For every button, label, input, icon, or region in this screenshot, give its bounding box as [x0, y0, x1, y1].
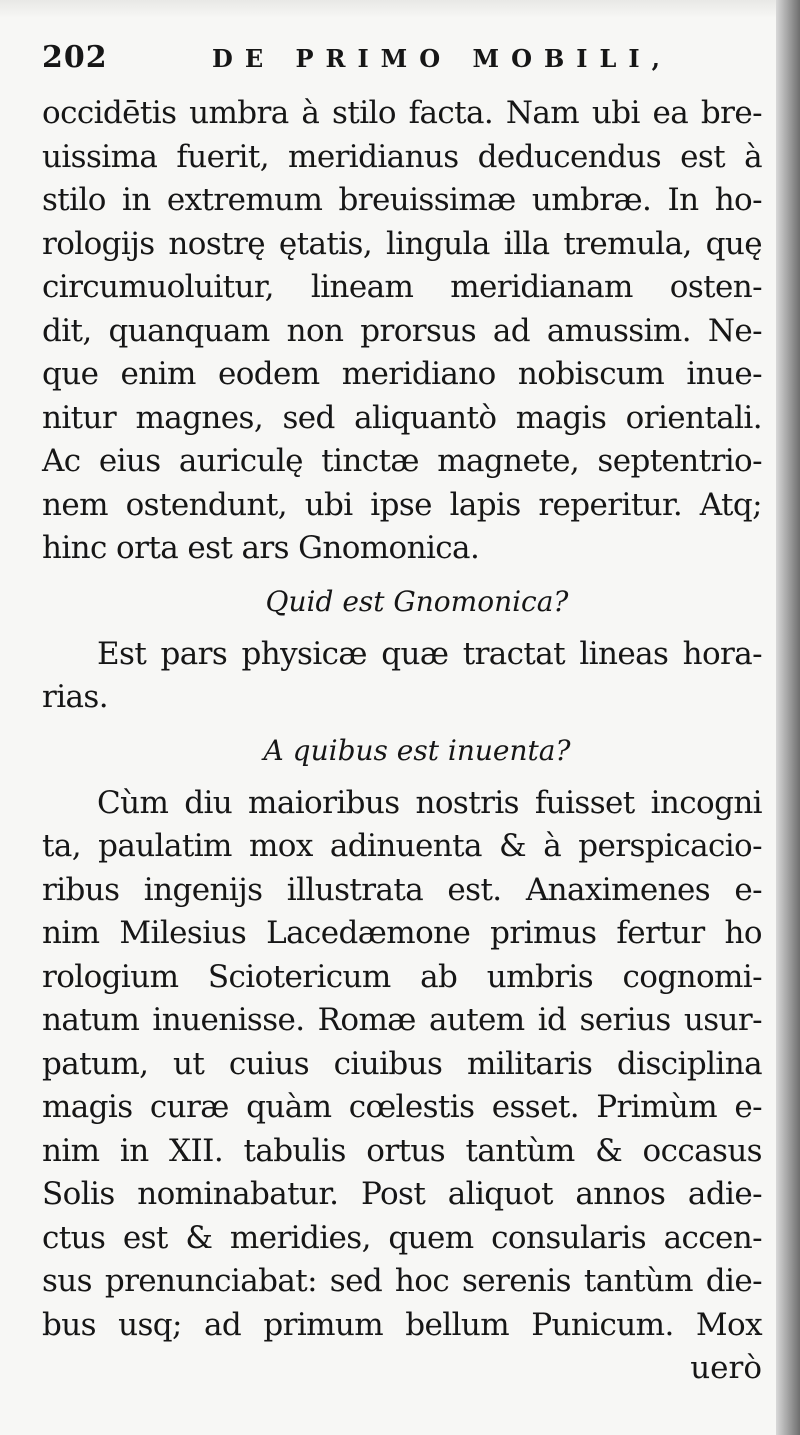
text-block — [42, 40, 762, 1391]
question-heading-1: Quid est Gnomonica? — [265, 584, 569, 618]
running-head — [42, 40, 762, 92]
page-top-edge — [0, 0, 800, 18]
page-number: 202 — [42, 40, 108, 75]
page-gutter-shadow — [776, 0, 800, 1435]
text-line: Est pars physicæ quæ tractat lineas hora- — [97, 635, 762, 672]
text-line: patum, ut cuius ciuibus militaris disciplina — [42, 1045, 762, 1082]
text-line: que enim eodem meridiano nobiscum inue- — [42, 356, 762, 392]
question-heading-2: A quibus est inuenta? — [263, 733, 571, 767]
text-line: uissima fuerit, meridianus deducendus est à — [42, 138, 762, 175]
text-line: Ac eius auriculę tinctæ magnete, septentrio- — [42, 443, 762, 479]
running-title: DE PRIMO MOBILI, — [212, 44, 672, 73]
text-line: rologijs nostrę ętatis, lingula illa tremula, quę — [42, 225, 762, 262]
catchword: uerò — [690, 1350, 762, 1386]
text-line: nim Milesius Lacedæmone primus fertur ho — [42, 915, 762, 951]
text-line: ctus est & meridies, quem consularis accen- — [42, 1219, 762, 1256]
text-line: hinc orta est ars Gnomonica. — [42, 530, 480, 566]
answer-2 — [42, 782, 762, 1348]
text-line: magis curæ quàm cœlestis esset. Primùm e- — [42, 1089, 762, 1125]
text-line: Solis nominabatur. Post aliquot annos adie- — [42, 1176, 762, 1212]
text-line: occidētis umbra à stilo facta. Nam ubi ea bre- — [42, 95, 762, 131]
text-line: nitur magnes, sed aliquantò magis orientali. — [42, 399, 762, 436]
text-line: natum inuenisse. Romæ autem id serius usur- — [42, 1002, 762, 1038]
text-line: rias. — [42, 679, 108, 715]
text-line: Cùm diu maioribus nostris fuisset incogni — [97, 784, 762, 821]
text-line: stilo in extremum breuissimæ umbræ. In ho- — [42, 182, 762, 218]
text-line: ta, paulatim mox adinuenta & à perspicacio- — [42, 828, 762, 864]
text-line: ribus ingenijs illustrata est. Anaximenes e- — [42, 871, 762, 908]
answer-1 — [42, 633, 762, 720]
text-line: rologium Sciotericum ab umbris cognomi- — [42, 958, 762, 995]
paragraph-1 — [42, 92, 762, 571]
text-line: sus prenunciabat: sed hoc serenis tantùm die- — [42, 1263, 762, 1299]
text-line: dit, quanquam non prorsus ad amussim. Ne- — [42, 312, 762, 349]
text-line: nim in XII. tabulis ortus tantùm & occasus — [42, 1132, 762, 1169]
text-line: bus usq; ad primum bellum Punicum. Mox — [42, 1306, 762, 1343]
text-line: circumuoluitur, lineam meridianam osten- — [42, 269, 762, 305]
text-line: nem ostendunt, ubi ipse lapis reperitur. Atq; — [42, 486, 762, 523]
